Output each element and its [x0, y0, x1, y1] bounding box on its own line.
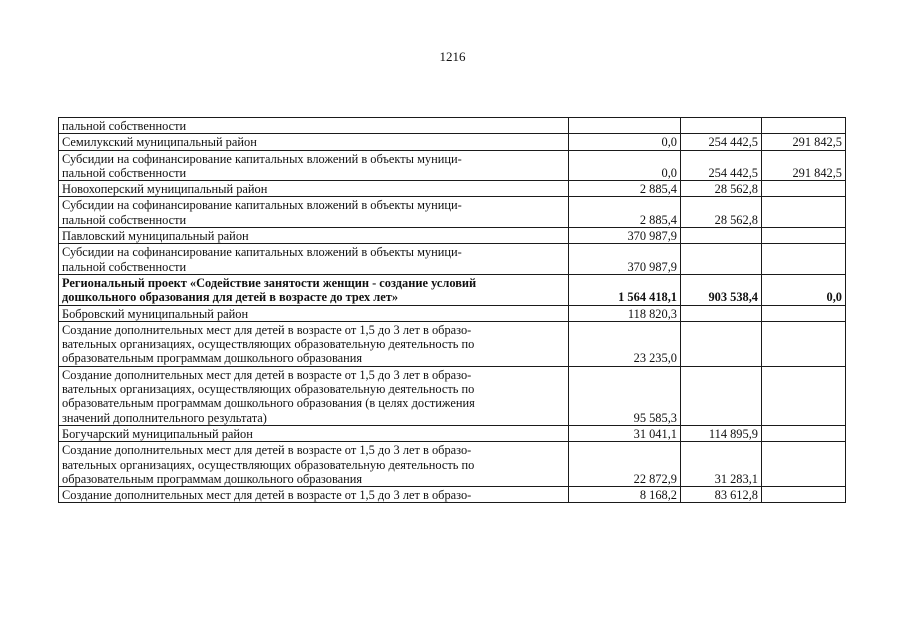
- value-cell-2: [681, 244, 762, 275]
- value-cell-1: [569, 118, 681, 134]
- row-name-cell: Субсидии на софинансирование капитальных вложений в объекты муници- пальной собственности: [59, 197, 569, 228]
- value-cell-2: [681, 228, 762, 244]
- value-cell-3: [762, 197, 846, 228]
- table-row: [59, 181, 846, 197]
- row-name-cell: Региональный проект «Содействие занятости женщин - создание условий дошкольного образования для детей в возрасте до трех лет»: [59, 274, 569, 305]
- value-cell-2: 28 562,8: [681, 181, 762, 197]
- value-cell-2: 114 895,9: [681, 425, 762, 441]
- value-cell-3: [762, 425, 846, 441]
- row-name-cell: Создание дополнительных мест для детей в возрасте от 1,5 до 3 лет в образо- вательных организациях, осуществляющих образовательную деятельность по образовательным программам дошкольного образования: [59, 321, 569, 366]
- row-name-cell: Павловский муниципальный район: [59, 228, 569, 244]
- row-name-cell: Богучарский муниципальный район: [59, 425, 569, 441]
- row-name-cell: Создание дополнительных мест для детей в возрасте от 1,5 до 3 лет в образо-: [59, 487, 569, 503]
- row-name-cell: Создание дополнительных мест для детей в возрасте от 1,5 до 3 лет в образо- вательных организациях, осуществляющих образовательную деятельность по образовательным программам дошкольного образования (в целях достижения значений дополнительного результата): [59, 366, 569, 425]
- value-cell-2: [681, 118, 762, 134]
- table-row: [59, 321, 846, 366]
- value-cell-3: [762, 487, 846, 503]
- value-cell-3: [762, 181, 846, 197]
- value-cell-3: [762, 305, 846, 321]
- row-name-cell: Субсидии на софинансирование капитальных вложений в объекты муници- пальной собственности: [59, 150, 569, 181]
- value-cell-2: [681, 366, 762, 425]
- budget-table: [58, 117, 846, 503]
- value-cell-1: 2 885,4: [569, 181, 681, 197]
- value-cell-1: 95 585,3: [569, 366, 681, 425]
- value-cell-2: 83 612,8: [681, 487, 762, 503]
- table-row: [59, 228, 846, 244]
- value-cell-2: 31 283,1: [681, 442, 762, 487]
- value-cell-3: [762, 244, 846, 275]
- value-cell-2: [681, 305, 762, 321]
- value-cell-1: 370 987,9: [569, 228, 681, 244]
- value-cell-2: [681, 321, 762, 366]
- value-cell-1: 22 872,9: [569, 442, 681, 487]
- page-number: 1216: [439, 49, 466, 64]
- value-cell-2: 28 562,8: [681, 197, 762, 228]
- table-row: [59, 366, 846, 425]
- value-cell-2: 254 442,5: [681, 134, 762, 150]
- row-name-cell: Семилукский муниципальный район: [59, 134, 569, 150]
- value-cell-2: 903 538,4: [681, 274, 762, 305]
- table-row: [59, 274, 846, 305]
- value-cell-2: 254 442,5: [681, 150, 762, 181]
- value-cell-1: 8 168,2: [569, 487, 681, 503]
- value-cell-1: 0,0: [569, 134, 681, 150]
- table-row: [59, 134, 846, 150]
- value-cell-3: [762, 366, 846, 425]
- table-row: [59, 442, 846, 487]
- value-cell-3: [762, 228, 846, 244]
- value-cell-3: 291 842,5: [762, 150, 846, 181]
- table-row: [59, 244, 846, 275]
- row-name-cell: пальной собственности: [59, 118, 569, 134]
- value-cell-3: 291 842,5: [762, 134, 846, 150]
- row-name-cell: Новохоперский муниципальный район: [59, 181, 569, 197]
- table-row: [59, 305, 846, 321]
- row-name-cell: Создание дополнительных мест для детей в возрасте от 1,5 до 3 лет в образо- вательных организациях, осуществляющих образовательную деятельность по образовательным программам дошкольного образования: [59, 442, 569, 487]
- budget-table-body: [59, 118, 846, 503]
- value-cell-1: 2 885,4: [569, 197, 681, 228]
- table-row: [59, 487, 846, 503]
- value-cell-3: [762, 118, 846, 134]
- value-cell-3: [762, 321, 846, 366]
- row-name-cell: Бобровский муниципальный район: [59, 305, 569, 321]
- table-row: [59, 197, 846, 228]
- table-row: [59, 425, 846, 441]
- table-row: [59, 150, 846, 181]
- value-cell-3: [762, 442, 846, 487]
- row-name-cell: Субсидии на софинансирование капитальных вложений в объекты муници- пальной собственности: [59, 244, 569, 275]
- value-cell-3: 0,0: [762, 274, 846, 305]
- value-cell-1: 31 041,1: [569, 425, 681, 441]
- value-cell-1: 370 987,9: [569, 244, 681, 275]
- value-cell-1: 1 564 418,1: [569, 274, 681, 305]
- value-cell-1: 0,0: [569, 150, 681, 181]
- value-cell-1: 23 235,0: [569, 321, 681, 366]
- table-row: [59, 118, 846, 134]
- value-cell-1: 118 820,3: [569, 305, 681, 321]
